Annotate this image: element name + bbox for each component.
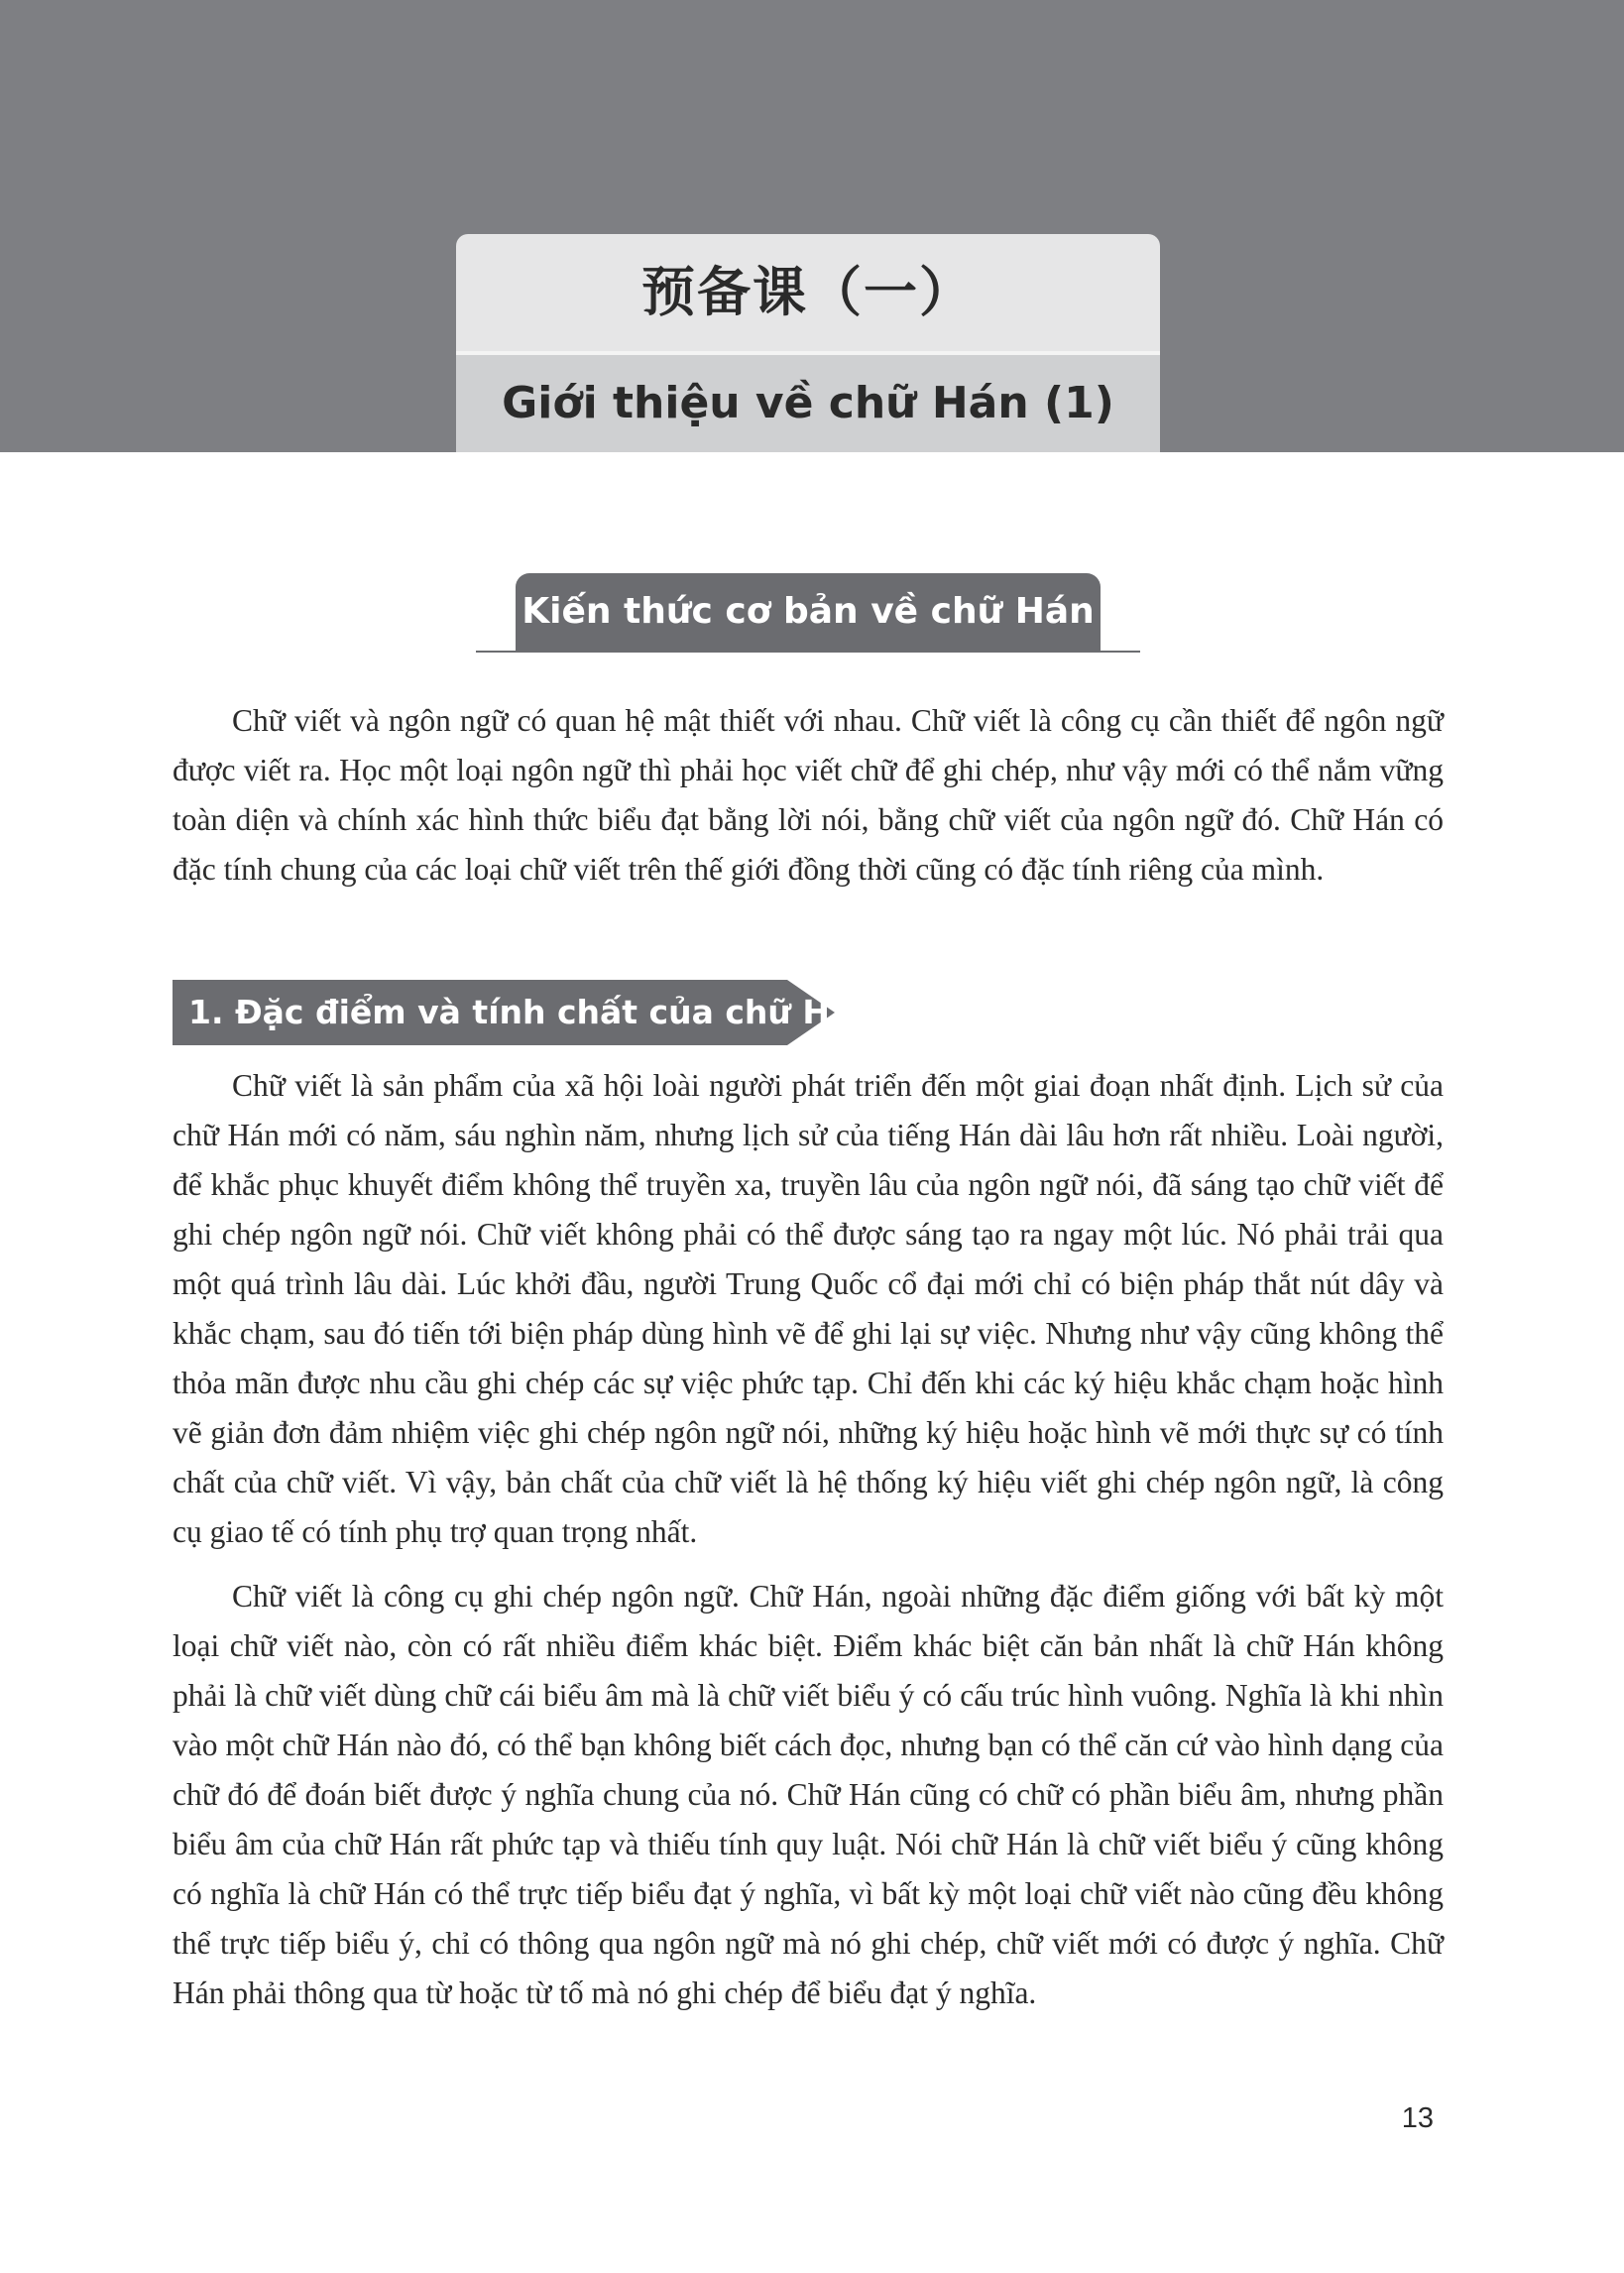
intro-paragraph: Chữ viết và ngôn ngữ có quan hệ mật thiết với nhau. Chữ viết là công cụ cần thiết để ngôn ngữ được viết ra. Học một loại ngôn ngữ thì phải học viết chữ để ghi chép, như vậy mới có thể nắm vững toàn diện và chính xác hình thức biểu đạt bằng lời nói, bằng chữ viết của ngôn ngữ đó. Chữ Hán có đặc tính chung của các loại chữ viết trên thế giới đồng thời cũng có đặc tính riêng của mình. xyxy=(173,703,1444,887)
lesson-title-box xyxy=(456,234,1160,452)
section-underline xyxy=(476,651,1140,653)
subsection-heading-text: 1. Đặc điểm và tính chất của chữ Hán xyxy=(188,993,875,1031)
body-paragraph-1: Chữ viết là sản phẩm của xã hội loài người phát triển đến một giai đoạn nhất định. Lịch sử của chữ Hán mới có năm, sáu nghìn năm, nhưng lịch sử của tiếng Hán dài lâu hơn rất nhiều. Loài người, để khắc phục khuyết điểm không thể truyền xa, truyền lâu của ngôn ngữ nói, đã sáng tạo chữ viết để ghi chép ngôn ngữ nói. Chữ viết không phải có thể được sáng tạo ra ngay một lúc. Nó phải trải qua một quá trình lâu dài. Lúc khởi đầu, người Trung Quốc cổ đại mới chỉ có biện pháp thắt nút dây và khắc chạm, sau đó tiến tới biện pháp dùng hình vẽ để ghi lại sự việc. Nhưng như vậy cũng không thể thỏa mãn được nhu cầu ghi chép các sự việc phức tạp. Chỉ đến khi các ký hiệu khắc chạm hoặc hình vẽ giản đơn đảm nhiệm việc ghi chép ngôn ngữ nói, những ký hiệu hoặc hình vẽ mới thực sự có tính chất của chữ viết. Vì vậy, bản chất của chữ viết là hệ thống ký hiệu viết ghi chép ngôn ngữ, là công cụ giao tế có tính phụ trợ quan trọng nhất. xyxy=(173,1068,1444,1549)
body-paragraph-2: Chữ viết là công cụ ghi chép ngôn ngữ. Chữ Hán, ngoài những đặc điểm giống với bất kỳ một loại chữ viết nào, còn có rất nhiều điểm khác biệt. Điểm khác biệt căn bản nhất là chữ Hán không phải là chữ viết dùng chữ cái biểu âm mà là chữ viết biểu ý có cấu trúc hình vuông. Nghĩa là khi nhìn vào một chữ Hán nào đó, có thể bạn không biết cách đọc, nhưng bạn có thể căn cứ vào hình dạng của chữ đó để đoán biết được ý nghĩa chung của nó. Chữ Hán cũng có chữ có phần biểu âm, nhưng phần biểu âm của chữ Hán rất phức tạp và thiếu tính quy luật. Nói chữ Hán là chữ viết biểu ý cũng không có nghĩa là chữ Hán có thể trực tiếp biểu đạt ý nghĩa, vì bất kỳ một loại chữ viết nào cũng đều không thể trực tiếp biểu ý, chỉ có thông qua ngôn ngữ mà nó ghi chép, chữ viết mới có được ý nghĩa. Chữ Hán phải thông qua từ hoặc từ tố mà nó ghi chép để biểu đạt ý nghĩa. xyxy=(173,1579,1444,2010)
page-number: 13 xyxy=(1401,2102,1434,2134)
subsection-heading xyxy=(173,980,875,1045)
section-header xyxy=(476,573,1140,653)
section-title: Kiến thức cơ bản về chữ Hán xyxy=(516,573,1101,651)
lesson-title-vietnamese: Giới thiệu về chữ Hán (1) xyxy=(456,355,1160,452)
lesson-title-chinese: 预备课（一） xyxy=(456,234,1160,351)
